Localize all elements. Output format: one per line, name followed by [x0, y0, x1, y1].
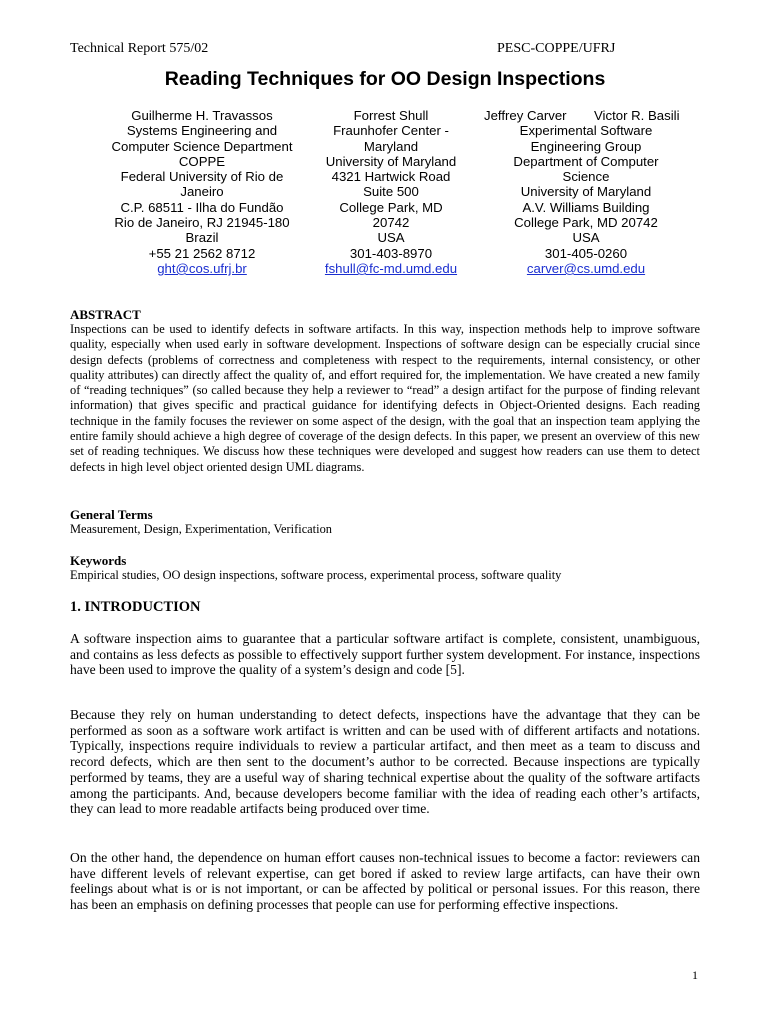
email-link-shull[interactable]: fshull@fc-md.umd.edu [324, 260, 458, 276]
author-line: Guilherme H. Travassos [131, 108, 273, 123]
author-line: Suite 500 [363, 184, 419, 200]
author-line: Forrest Shull [353, 108, 429, 123]
email-link-carver[interactable]: carver@cs.umd.edu [526, 260, 646, 276]
author-line: Department of Computer [513, 153, 659, 169]
intro-paragraph: Because they rely on human understanding to detect defects, inspections have the advantage that they can be performed as soon as a software work artifact is written and can be used with of different artifacts and notations. Typically, inspections require individuals to review a particular artifact, and then meet as a team to discuss and record defects, which are then sent to the document’s author to be corrected. Because inspections are typically performed by teams, they are a useful way of sharing technical expertise about the quality of the software artifacts among the participants. And, because developers become familiar with the idea of reading each other’s artifacts, they can lead to more readable artifacts being produced over time. [70, 707, 700, 817]
intro-paragraph: A software inspection aims to guarantee that a particular software artifact is complete, consistent, unambiguous, and contains as less defects as possible to effectively support further system development. For instance, inspections have been used to improve the quality of a system’s design and code [5]. [70, 631, 700, 678]
author-line: +55 21 2562 8712 [148, 245, 256, 261]
general-terms-heading: General Terms [70, 507, 153, 522]
author-line: 301-405-0260 [544, 245, 628, 261]
author-line: 20742 [372, 215, 410, 231]
keywords-text: Empirical studies, OO design inspections, software process, experimental process, software quality [70, 568, 562, 582]
keywords-heading: Keywords [70, 553, 127, 568]
author-carver-basili [476, 108, 696, 276]
author-shull [310, 108, 472, 276]
author-line: College Park, MD [339, 199, 443, 215]
author-line: USA [572, 230, 600, 246]
author-line: Science [562, 169, 610, 185]
author-line: USA [377, 230, 405, 246]
institution-header: PESC-COPPE/UFRJ [497, 41, 616, 56]
author-line: Brazil [185, 230, 219, 246]
keywords-section [70, 553, 700, 583]
email-link-travassos[interactable]: ght@cos.ufrj.br [157, 260, 247, 276]
author-line: COPPE [178, 153, 226, 169]
author-line: Rio de Janeiro, RJ 21945-180 [114, 215, 290, 231]
author-line: Fraunhofer Center - [333, 123, 449, 139]
author-line: Maryland [363, 138, 419, 154]
author-line: 4321 Hartwick Road [331, 169, 451, 185]
author-block [0, 108, 770, 283]
general-terms-text: Measurement, Design, Experimentation, Verification [70, 522, 332, 536]
general-terms-section [70, 507, 700, 537]
author-name-basili: Victor R. Basili [594, 108, 680, 123]
author-line: A.V. Williams Building [522, 199, 650, 215]
report-number: Technical Report 575/02 [70, 41, 209, 56]
intro-paragraph: On the other hand, the dependence on human effort causes non-technical issues to become a factor: reviewers can have different levels of relevant expertise, can get bored if asked to review large artifacts, can have their own feelings about what is or is not important, or can be affected by political or personal issues. For this reason, there has been an emphasis on defining processes that people can use for performing effective inspections. [70, 850, 700, 913]
author-line: 301-403-8970 [349, 245, 433, 261]
author-name-carver: Jeffrey Carver [484, 108, 567, 123]
author-line: Engineering Group [530, 138, 642, 154]
author-line: Computer Science Department [111, 138, 293, 154]
author-line: University of Maryland [325, 153, 457, 169]
author-line: C.P. 68511 - Ilha do Fundão [120, 199, 284, 215]
author-travassos [88, 108, 316, 276]
abstract-section [70, 307, 700, 475]
author-names [476, 108, 696, 123]
author-line: Janeiro [180, 184, 224, 200]
paper-title: Reading Techniques for OO Design Inspections [164, 68, 606, 90]
author-line: Experimental Software [519, 123, 653, 139]
page-number: 1 [692, 968, 698, 982]
author-line: College Park, MD 20742 [514, 215, 658, 231]
abstract-text: Inspections can be used to identify defects in software artifacts. In this way, inspection methods help to improve software quality, especially when used early in software development. Inspections of software design can be especially crucial since design defects (problems of correctness and completeness with respect to the requirements, internal consistency, or other quality attributes) can directly affect the quality of, and effort required for, the implementation. We have created a new family of “reading techniques” (so called because they help a reviewer to “read” a design artifact for the purpose of finding relevant information) that gives specific and practical guidance for identifying defects in Object-Oriented designs. Each reading technique in the family focuses the reviewer on some aspect of the design, with the goal that an inspection team applying the entire family should achieve a high degree of coverage of the design defects. In this paper, we present an overview of this new set of reading techniques. We discuss how these techniques were developed and suggest how readers can use them to detect defects in high level object oriented design UML diagrams. [70, 322, 700, 474]
author-line: Federal University of Rio de [120, 169, 284, 185]
introduction-heading: 1. INTRODUCTION [70, 599, 201, 615]
author-line: University of Maryland [520, 184, 652, 200]
author-line: Systems Engineering and [126, 123, 278, 139]
abstract-heading: ABSTRACT [70, 307, 141, 322]
